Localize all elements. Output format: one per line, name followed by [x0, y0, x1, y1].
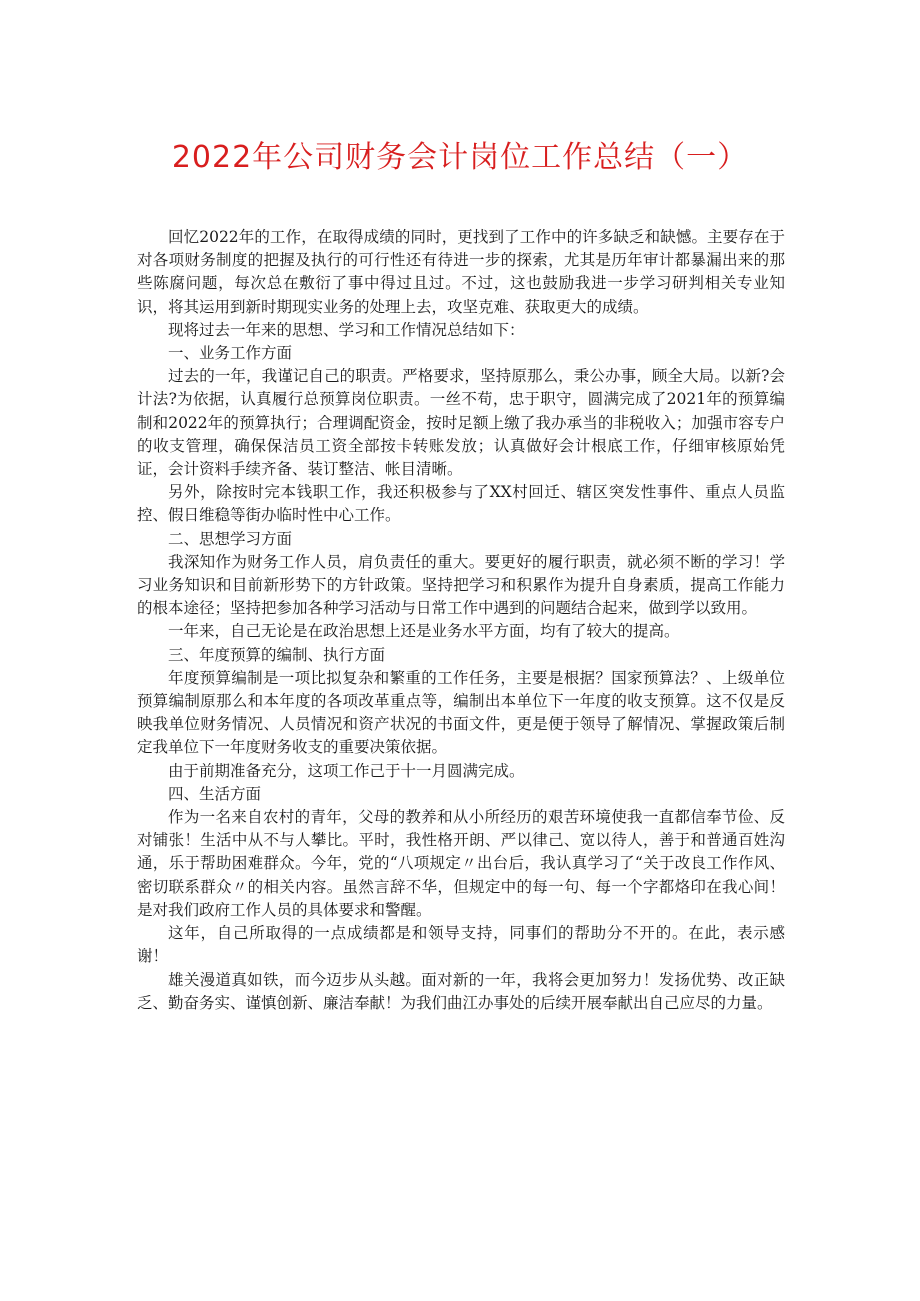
paragraph-intro: 回忆2022年的工作，在取得成绩的同时，更找到了工作中的许多缺乏和缺憾。主要存在于对各项财务制度的把握及执行的可行性还有待进一步的探索，尤其是历年审计都暴漏出来的那些陈腐问题，每次总在敷衍了事中得过且过。不过，这也鼓励我进一步学习研判相关专业知识，将其运用到新时期现实业务的处理上去，攻坚克难、获取更大的成绩。 [137, 228, 785, 316]
paragraph-budget: 年度预算编制是一项比拟复杂和繁重的工作任务，主要是根据？国家预算法？、上级单位预算编制原那么和本年度的各项改革重点等，编制出本单位下一年度的收支预算。这不仅是反映我单位财务情况、人员情况和资产状况的书面文件，更是便于领导了解情况、掌握政策后制定我单位下一年度财务收支的重要决策依据。 [137, 668, 785, 757]
section-heading-study: 二、思想学习方面 [168, 529, 293, 548]
paragraph-business-extra: 另外，除按时完本钱职工作，我还积极参与了XX村回迁、辖区突发性事件、重点人员监控、假日维稳等街办临时性中心工作。 [137, 483, 785, 525]
paragraph-study-result: 一年来，自己无论是在政治思想上还是业务水平方面，均有了较大的提高。 [168, 622, 680, 641]
paragraph-life: 作为一名来自农村的青年，父母的教养和从小所经历的艰苦环境使我一直都信奉节俭、反对铺张！生活中从不与人攀比。平时，我性格开朗、严以律己、宽以待人，善于和普通百姓沟通，乐于帮助困难群众。今年，党的“八项规定〃出台后，我认真学习了“关于改良工作作风、密切联系群众〃的相关内容。虽然言辞不华，但规定中的每一句、每一个字都烙印在我心间！是对我们政府工作人员的具体要求和警醒。 [137, 808, 785, 919]
paragraph-thanks: 这年，自己所取得的一点成绩都是和领导支持，同事们的帮助分不开的。在此，表示感谢！ [137, 924, 785, 966]
section-heading-business: 一、业务工作方面 [168, 344, 293, 363]
section-heading-budget: 三、年度预算的编制、执行方面 [168, 645, 386, 664]
paragraph-study: 我深知作为财务工作人员，肩负责任的重大。要更好的履行职责，就必须不断的学习！学习业务知识和目前新形势下的方针政策。坚持把学习和积累作为提升自身素质，提高工作能力的根本途径；坚持把参加各种学习活动与日常工作中遇到的问题结合起来，做到学以致用。 [137, 552, 785, 618]
document-title: 2022年公司财务会计岗位工作总结（一） [171, 140, 749, 175]
section-heading-life: 四、生活方面 [168, 784, 262, 803]
paragraph-business-duties: 过去的一年，我谨记自己的职责。严格要求，坚持原那么，秉公办事，顾全大局。以新?会计法?为依据，认真履行总预算岗位职责。一丝不苟，忠于职守，圆满完成了2021年的预算编制和2022年的预算执行；合理调配资金，按时足额上缴了我办承当的非税收入；加强市容专户的收支管理，确保保洁员工资全部按卡转账发放；认真做好会计根底工作，仔细审核原始凭证，会计资料手续齐备、装订整洁、帐目清晰。 [137, 367, 785, 479]
document-body [137, 226, 785, 1015]
paragraph-summary-lead: 现将过去一年来的思想、学习和工作情况总结如下： [168, 320, 525, 339]
paragraph-closing: 雄关漫道真如铁，而今迈步从头越。面对新的一年，我将会更加努力！发扬优势、改正缺乏、勤奋务实、谨慎创新、廉洁奉献！为我们曲江办事处的后续开展奉献出自己应尽的力量。 [137, 970, 785, 1012]
paragraph-budget-result: 由于前期准备充分，这项工作己于十一月圆满完成。 [168, 761, 525, 780]
